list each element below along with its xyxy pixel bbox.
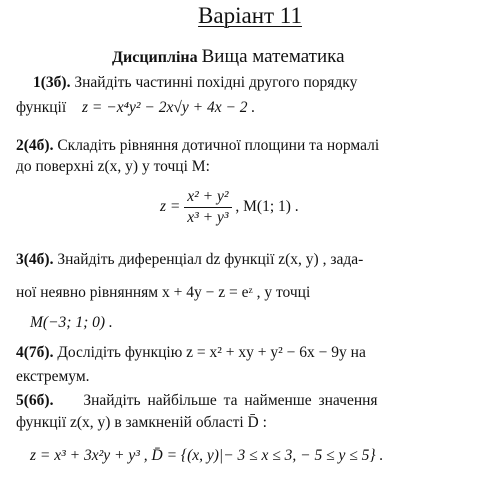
task-5-text: Знайдіть найбільше та найменше значення bbox=[83, 392, 378, 409]
task-4-line-2 bbox=[16, 367, 90, 387]
task-1-formula: z = −x⁴y² − 2x√y + 4x − 2 . bbox=[82, 99, 256, 116]
task-2-point: , M(1; 1) . bbox=[235, 198, 299, 216]
task-5-region-text: функції z(x, y) в замкненій області D̄ : bbox=[16, 414, 267, 431]
task-5-line-1 bbox=[16, 391, 378, 411]
task-3-text: Знайдіть диференціал dz функції z(x, y) , зада- bbox=[57, 251, 364, 268]
task-1-line-2 bbox=[16, 98, 255, 118]
variant-title: Варіант 11 bbox=[198, 3, 302, 28]
task-2-fraction-numerator: x² + y² bbox=[184, 187, 231, 208]
task-2-formula bbox=[160, 187, 299, 228]
task-3-equation-text: ної неявно рівнянням x + 4y − z = eᶻ , у точці bbox=[16, 284, 311, 301]
task-5-line-2 bbox=[16, 413, 267, 433]
task-5-formula: z = x³ + 3x²y + y³ , D̄ = {(x, y)|− 3 ≤ x ≤ 3, − 5 ≤ y ≤ 5} . bbox=[30, 447, 384, 464]
task-1-line-1 bbox=[33, 73, 357, 93]
task-1-number: 1(3б). bbox=[33, 74, 71, 91]
task-3-line-3 bbox=[30, 313, 113, 333]
task-4-number: 4(7б). bbox=[16, 344, 54, 361]
task-4-line-1 bbox=[16, 343, 366, 363]
task-2-text: Складіть рівняння дотичної площини та нормалі bbox=[57, 137, 380, 154]
task-1-text: Знайдіть частинні похідні другого порядку bbox=[74, 74, 358, 91]
task-5-line-3 bbox=[30, 446, 383, 466]
discipline-label: Дисципліна bbox=[112, 49, 198, 66]
task-3-line-1 bbox=[16, 250, 363, 270]
task-3-point: M(−3; 1; 0) . bbox=[30, 314, 113, 331]
task-2-surface-text: до поверхні z(x, y) у точці M: bbox=[16, 158, 210, 175]
task-4-text-end: екстремум. bbox=[16, 368, 90, 385]
task-5-number: 5(6б). bbox=[16, 392, 54, 409]
task-2-number: 2(4б). bbox=[16, 137, 54, 154]
task-2-z-eq: z = bbox=[160, 198, 181, 216]
task-4-text: Дослідіть функцію z = x² + xy + y² − 6x − 9y на bbox=[57, 344, 366, 361]
task-3-number: 3(4б). bbox=[16, 251, 54, 268]
task-3-line-2 bbox=[16, 283, 310, 303]
discipline-name: Вища математика bbox=[201, 46, 345, 67]
task-2-line-2 bbox=[16, 157, 210, 177]
task-2-line-1 bbox=[16, 136, 379, 156]
discipline-line bbox=[112, 46, 345, 68]
task-2-fraction-denominator: x³ + y³ bbox=[187, 209, 229, 226]
task-1-function-label: функції bbox=[16, 99, 67, 116]
task-2-fraction bbox=[184, 187, 231, 228]
